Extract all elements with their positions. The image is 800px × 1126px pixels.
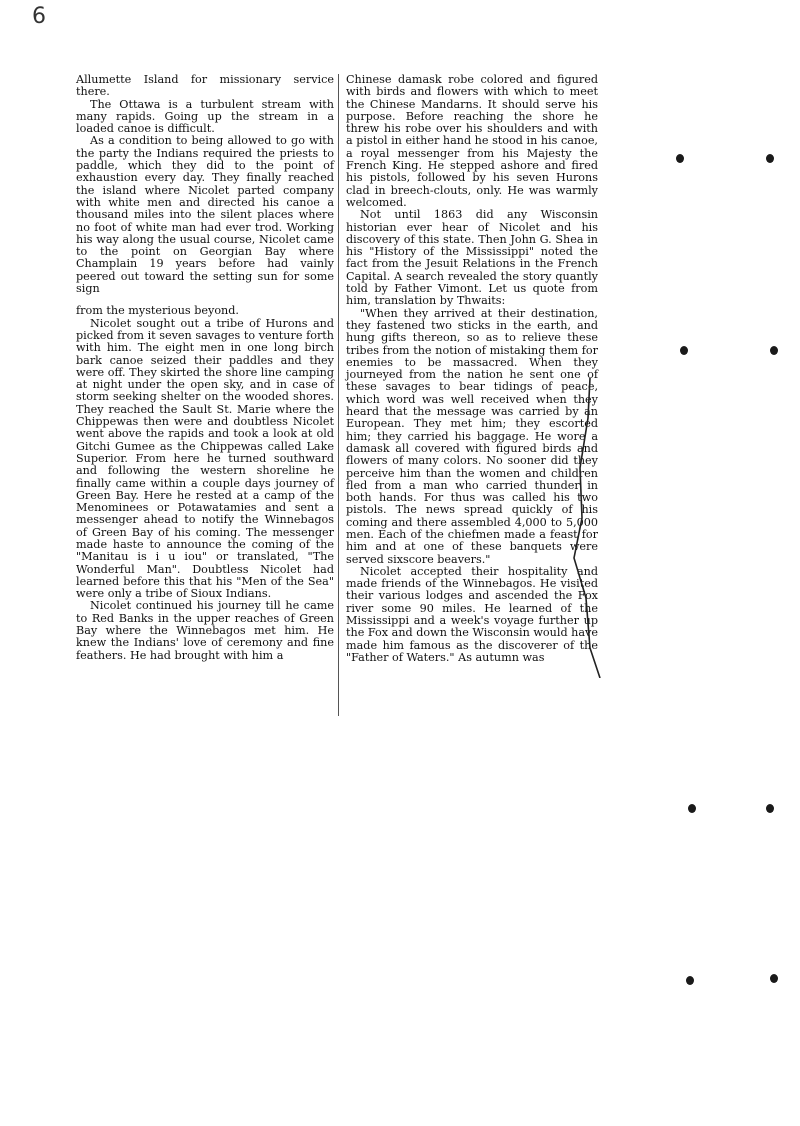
paragraph: Nicolet continued his journey till he came to Red Banks in the upper reaches of Green Bay where the Winnebagos met him. He knew the Indians' love of ceremony and fine feathers. He had brought with him a xyxy=(76,599,334,662)
paragraph: from the mysterious beyond. xyxy=(76,304,239,318)
paragraph: The Ottawa is a turbulent stream with many rapids. Going up the stream in a loaded canoe is difficult. xyxy=(76,97,334,136)
paragraph: Nicolet accepted their hospitality and made friends of the Winnebagos. He visited their various lodges and ascended the Fox river some 90 miles. He learned of the Mississippi and a week's voyage further up the Fox and down the Wisconsin would have made him famous as the discoverer of the "Father of Waters." As autumn was xyxy=(346,564,598,664)
binder-hole xyxy=(770,974,778,983)
paragraph: Allumette Island for missionary service there. xyxy=(76,74,334,99)
paragraph: As a condition to being allowed to go with the party the Indians required the priests to paddle, which they did to the point of exhaustion every day. They finally reached the island where Nicolet parted company with white men and directed his canoe a thousand miles into the silent places where no foot of white man had ever trod. Working his way along the usual course, Nicolet came to the point on Georgian Bay where Champlain 19 years before had vainly peered out toward the setting sun for some sign xyxy=(76,134,334,296)
newspaper-clipping xyxy=(70,74,600,716)
paragraph: Nicolet sought out a tribe of Hurons and picked from it seven savages to venture forth with him. The eight men in one long birch bark canoe seized their paddles and they were off. They skirted the shore line camping at night under the open sky, and in case of storm seeking shelter on the wooded shores. They reached the Sault St. Marie where the Chippewas then were and doubtless Nicolet went above the rapids and took a look at old Gitchi Gumee as the Chippewas called Lake Superior. From here he turned southward and following the western shoreline he finally came within a couple days journey of Green Bay. Here he rested at a camp of the Menominees or Potawatamies and sent a messenger ahead to notify the Winnebagos of Green Bay of his coming. The messenger made haste to announce the coming of the "Manitau is i u iou" or translated, "The Wonderful Man". Doubtless Nicolet had learned before this that his "Men of the Sea" were only a tribe of Sioux Indians. xyxy=(76,316,334,601)
binder-hole xyxy=(686,976,694,985)
article-column-left xyxy=(76,74,334,716)
page-number: 6 xyxy=(32,4,46,29)
column-divider xyxy=(338,74,339,716)
binder-hole xyxy=(770,346,778,355)
binder-hole xyxy=(766,154,774,163)
paragraph: "When they arrived at their destination, they fastened two sticks in the earth, and hung gifts thereon, so as to relieve these tribes from the notion of mistaking them for enemies to be massacred. When they journeyed from the nation he sent one of these savages to bear tidings of peace, which word was well received when they heard that the message was carried by an European. They met him; they escorted him; they carried his baggage. He wore a damask all covered with figured birds and flowers of many colors. No sooner did they perceive him than the women and children fled from a man who carried thunder in both hands. For thus was called his two pistols. The news spread quickly of his coming and there assembled 4,000 to 5,000 men. Each of the chiefmen made a feast for him and at one of these banquets were served sixscore beavers." xyxy=(346,306,598,566)
paragraph: Not until 1863 did any Wisconsin historian ever hear of Nicolet and his discovery of this state. Then John G. Shea in his "History of the Mississippi" noted the fact from the Jesuit Relations in the French Capital. A search revealed the story quantly told by Father Vimont. Let us quote from him, translation by Thwaits: xyxy=(346,208,598,308)
pen-mark xyxy=(560,378,610,678)
binder-hole xyxy=(680,346,688,355)
binder-hole xyxy=(688,804,696,813)
paragraph: Chinese damask robe colored and figured with birds and flowers with which to meet the Chinese Mandarns. It should serve his purpose. Before reaching the shore he threw his robe over his shoulders and with a pistol in either hand he stood in his canoe, a royal messenger from his Majesty the French King. He stepped ashore and fired his pistols, followed by his seven Hurons clad in breech-clouts, only. He was warmly welcomed. xyxy=(346,74,598,209)
binder-hole xyxy=(676,154,684,163)
binder-hole xyxy=(766,804,774,813)
